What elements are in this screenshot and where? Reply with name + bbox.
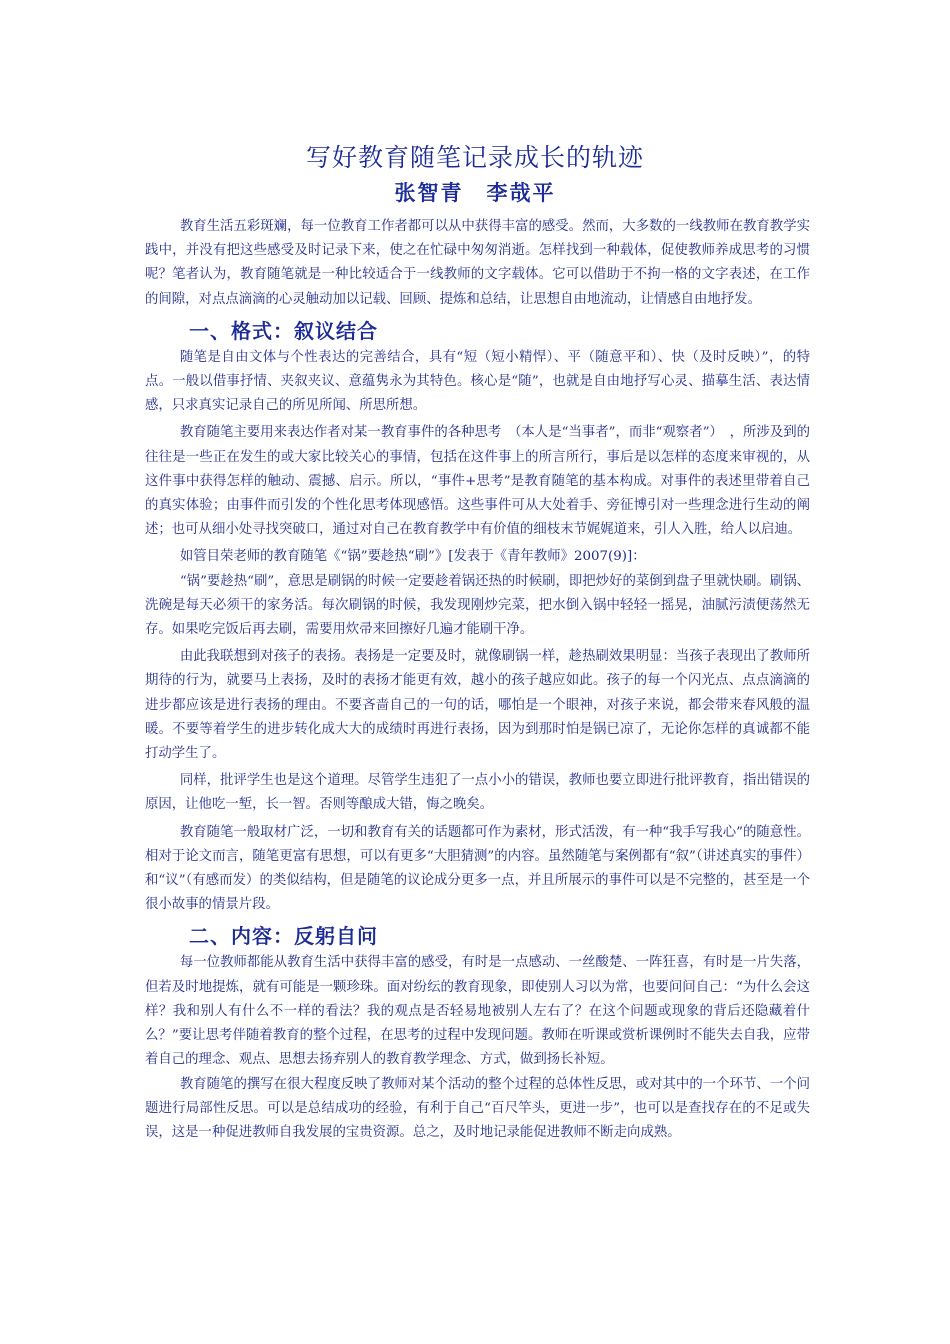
body-paragraph: 教育随笔的撰写在很大程度反映了教师对某个活动的整个过程的总体性反思，或对其中的一个环节、一个问题进行局部性反思。可以是总结成功的经验，有利于自己“百尺竿头，更进一步”，也可以是查找存在的不足或失误，这是一种促进教师自我发展的宝贵资源。总之，及时地记录能促进教师不断走向成熟。 [145, 1076, 810, 1140]
body-paragraph: 教育随笔一般取材广泛，一切和教育有关的话题都可作为素材，形式活泼，有一种“我手写我心”的随意性。相对于论文而言，随笔更富有思想，可以有更多“大胆猜测”的内容。虽然随笔与案例都有“叙”（讲述真实的事件）和“议”（有感而发）的类似结构，但是随笔的议论成分更多一点，并且所展示的事件可以是不完整的，甚至是一个很小故事的情景片段。 [145, 824, 810, 913]
quoted-essay-paragraph: 由此我联想到对孩子的表扬。表扬是一定要及时，就像刷锅一样，趁热刷效果明显：当孩子表现出了教师所期待的行为，就要马上表扬，及时的表扬才能更有效，越小的孩子越应如此。孩子的每一个闪光点、点点滴滴的进步都应该是进行表扬的理由。不要吝啬自己的一句的话，哪怕是一个眼神，对孩子来说，都会带来春风般的温暖。不要等着学生的进步转化成大大的成绩时再进行表扬，因为到那时怕是锅已凉了，无论你怎样的真诚都不能打动学生了。 [145, 649, 810, 762]
body-paragraph: 随笔是自由文体与个性表达的完善结合，具有“短（短小精悍）、平（随意平和）、快（及时反映）”，的特点。一般以借事抒情、夹叙夹议、意蕴隽永为其特色。核心是“随”，也就是自由地抒写心灵、描摹生活、表达情感，只求真实记录自己的所见所闻、所思所想。 [145, 349, 810, 414]
document-authors: 张智青 李哉平 [394, 181, 556, 205]
body-paragraph: 每一位教师都能从教育生活中获得丰富的感受，有时是一点感动、一丝酸楚、一阵狂喜，有时是一片失落，但若及时地提炼，就有可能是一颗珍珠。面对纷纭的教育现象，即使别人习以为常，也要问问自己：“为什么会这样？我和别人有什么不一样的看法？我的观点是否轻易地被别人左右了？在这个问题或现象的背后还隐藏着什么？”要让思考伴随着教育的整个过程，在思考的过程中发现问题。教师在听课或赏析课例时不能失去自我，应带着自己的理念、观点、思想去扬弃别人的教育教学理念、方式，做到扬长补短。 [145, 955, 810, 1068]
quoted-essay-paragraph: 同样，批评学生也是这个道理。尽管学生违犯了一点小小的错误，教师也要立即进行批评教育，指出错误的原因，让他吃一堑，长一智。否则等酿成大错，悔之晚矣。 [145, 773, 810, 813]
document-body [145, 215, 810, 1145]
body-paragraph: 教育随笔主要用来表达作者对某一教育事件的各种思考 （本人是“当事者”，而非“观察者”） ，所涉及到的往往是一些正在发生的或大家比较关心的事情，包括在这件事上的所言所行，事后是以怎样的态度来审视的，从这件事中获得怎样的触动、震撼、启示。所以，“事件+思考”是教育随笔的基本构成。对事件的表述里带着自己的真实体验；由事件而引发的个性化思考体现感悟。这些事件可从大处着手、旁征博引对一些理念进行生动的阐述；也可从细小处寻找突破口，通过对自己在教育教学中有价值的细枝末节娓娓道来，引人入胜，给人以启迪。 [145, 425, 810, 538]
section-heading-content: 二、内容：反躬自问 [189, 924, 378, 949]
intro-paragraph: 教育生活五彩斑斓，每一位教育工作者都可以从中获得丰富的感受。然而，大多数的一线教师在教育教学实践中，并没有把这些感受及时记录下来，使之在忙碌中匆匆消逝。怎样找到一种载体，促使教师养成思考的习惯呢？笔者认为，教育随笔就是一种比较适合于一线教师的文字载体。它可以借助于不拘一格的文字表述，在工作的间隙，对点点滴滴的心灵触动加以记载、回顾、提炼和总结，让思想自由地流动，让情感自由地抒发。 [145, 219, 810, 307]
body-paragraph: 如管目荣老师的教育随笔《“锅”要趁热“刷”》[发表于《青年教师》2007(9)]： [179, 549, 646, 565]
quoted-essay-paragraph: “锅”要趁热“刷”，意思是刷锅的时候一定要趁着锅还热的时候刷，即把炒好的菜倒到盘子里就快刷。刷锅、洗碗是每天必须干的家务活。每次刷锅的时候，我发现刚炒完菜，把水倒入锅中轻轻一摇晃，油腻污渍便荡然无存。如果吃完饭后再去刷，需要用炊帚来回擦好几遍才能刷干净。 [145, 573, 810, 638]
document-title: 写好教育随笔记录成长的轨迹 [305, 143, 644, 172]
section-heading-format: 一、格式：叙议结合 [189, 318, 378, 343]
